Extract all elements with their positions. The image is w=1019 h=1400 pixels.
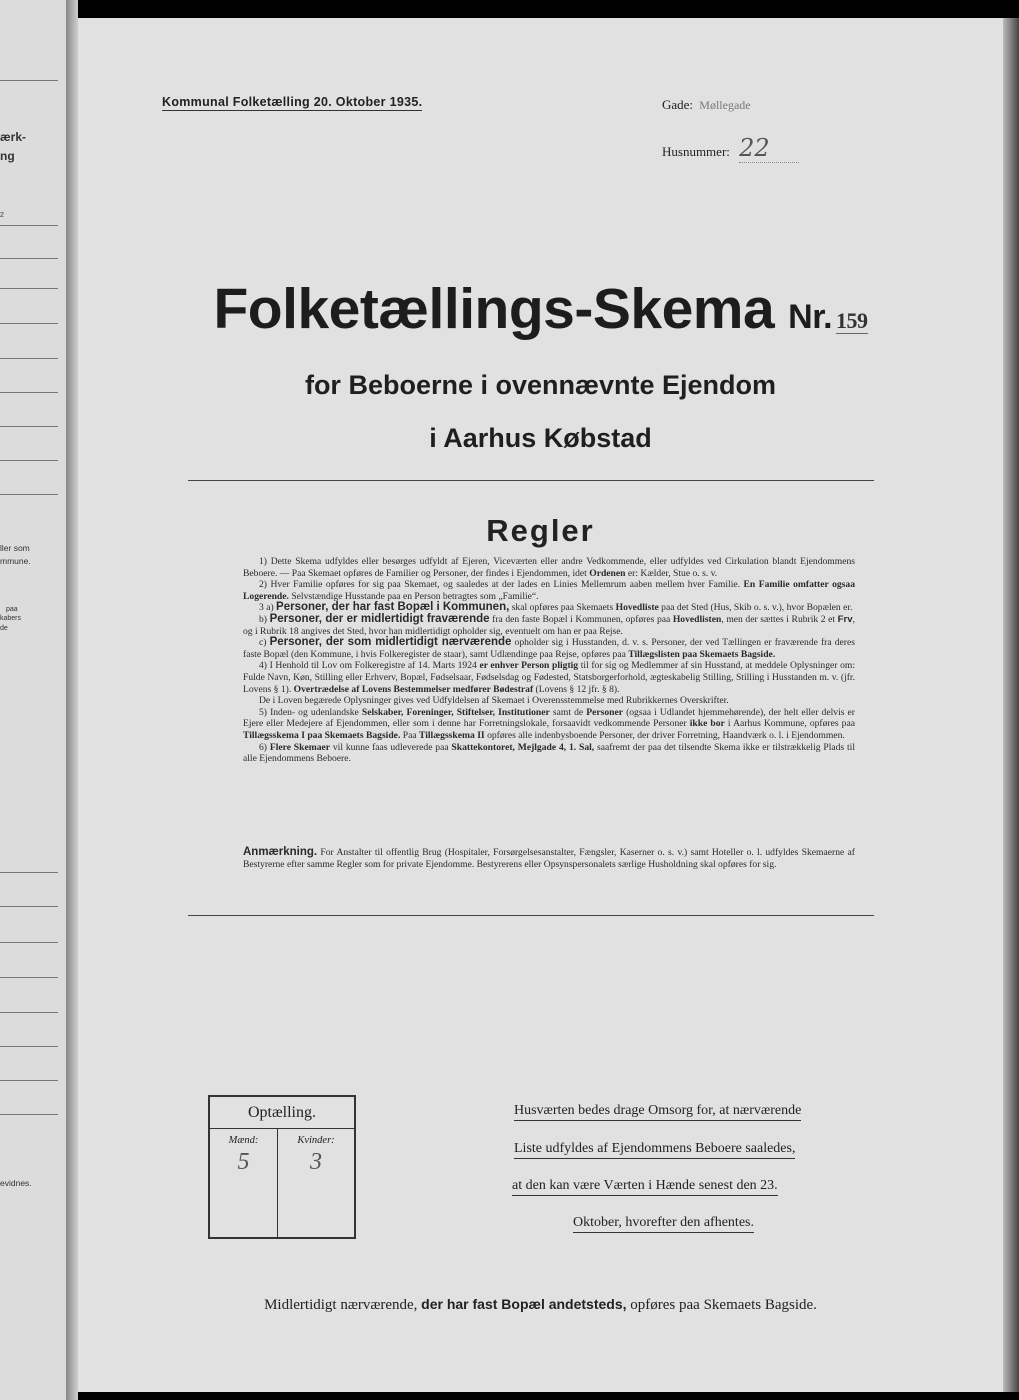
rules-heading: Regler (486, 513, 595, 548)
footer-text: opføres paa Skemaets Bagside. (626, 1297, 817, 1313)
ruled-line (0, 494, 58, 495)
remark-paragraph (243, 847, 855, 870)
rules-text (243, 556, 855, 765)
notice-line: Liste udfyldes af Ejendommens Beboere saaledes, (514, 1141, 795, 1159)
ruled-line (0, 1012, 58, 1013)
ruled-line (0, 942, 58, 943)
fragment-text: ærk- (0, 130, 27, 144)
rule-6: 6) Flere Skemaer vil kunne faas udleverede paa Skattekontoret, Mejlgade 4, 1. Sal, saafremt der paa det tilsendte Skema ikke er tilstrækkelig Plads til alle Ejendommens Beboere. (243, 741, 855, 765)
footer-note (78, 1296, 1003, 1314)
fragment-text: paa (6, 606, 18, 613)
fragment-text: 2 (0, 212, 4, 219)
rule-1: 1) Dette Skema udfyldes eller besørges udfyldt af Ejeren, Viceværten eller andre Vedkommende, eller udfyldes ved Cirkulation blandt Ejendommens Beboere. — Paa Skemaet opføres de Familier og Personer, der findes i Ejendommen, idet Ordenen er: Kælder, Stue o. s. v. (243, 556, 855, 579)
facing-page-edge (0, 0, 68, 1400)
rule-3c: c) Personer, der som midlertidigt nærværende opholder sig i Husstanden, d. v. s. Personer, der ved Tællingen er fraværende fra deres faste Bopæl (den Kommune, i hvis Folkeregister de staar), samt Udlændinge paa Rejse, opføres paa Tillægslisten paa Skemaets Bagside. (243, 636, 855, 660)
fragment-text: kabers (0, 615, 22, 622)
census-form-page (78, 18, 1003, 1392)
divider (188, 915, 874, 916)
book-spine (66, 0, 78, 1400)
men-count: 5 (237, 1149, 250, 1175)
count-box (208, 1095, 356, 1239)
notice-line: at den kan være Værten i Hænde senest den 23. (512, 1178, 778, 1196)
page-edge-shadow (1003, 18, 1019, 1392)
street-field (662, 97, 751, 113)
form-title (78, 276, 1003, 342)
fragment-text: de (0, 625, 8, 632)
house-number-value: 22 (739, 134, 799, 163)
ruled-line (0, 288, 58, 289)
ruled-line (0, 1080, 58, 1081)
rule-4-note: De i Loven begærede Oplysninger gives ved Udfyldelsen af Skemaet i Overensstemmelse med Rubrikkernes Overskrifter. (259, 695, 729, 707)
footer-bold-text: der har fast Bopæl andetsteds, (421, 1296, 627, 1312)
ruled-line (0, 358, 58, 359)
house-number-label: Husnummer: (662, 144, 730, 159)
form-subtitle: for Beboerne i ovennævnte Ejendom (304, 370, 777, 400)
women-label: Kvinder: (297, 1135, 335, 1146)
fragment-text: ller som (0, 543, 30, 553)
ruled-line (0, 1046, 58, 1047)
women-count: 3 (310, 1149, 322, 1175)
rule-5: 5) Inden- og udenlandske Selskaber, Foreninger, Stiftelser, Institutioner samt de Personer (ogsaa i Udlandet hjemmehørende), der helt eller delvis er Ejere eller Medejere af Ejendommen, eller som i denne har Forretningslokale, forsaavidt vedkommende Personer ikke bor i Aarhus Kommune, opføres paa Tillægsskema I paa Skemaets Bagside. Paa Tillægsskema II opføres alle indenbysboende Personer, der driver Forretning, Haandværk o. l. i Ejendommen. (243, 706, 856, 741)
count-box-title: Optælling. (210, 1097, 354, 1129)
ruled-line (0, 225, 58, 226)
remark-label: Anmærkning. (243, 846, 318, 858)
street-label: Gade: (662, 97, 694, 112)
form-title-main: Folketællings-Skema (213, 277, 775, 341)
ruled-line (0, 323, 58, 324)
rule-3b: b) Personer, der er midlertidigt fraværende fra den faste Bopæl i Kommunen, opføres paa Hovedlisten, men der sættes i Rubrik 2 et Frv, og i Rubrik 18 angives det Sted, hvor han midlertidigt opholder sig, eventuelt om han er paa Rejse. (243, 612, 855, 637)
notice-line: Husværten bedes drage Omsorg for, at nærværende (514, 1103, 801, 1121)
street-value: Møllegade (699, 98, 751, 112)
ruled-line (0, 80, 58, 81)
ruled-line (0, 460, 58, 461)
ruled-line (0, 1114, 58, 1115)
house-number-field (662, 134, 799, 163)
rule-2: 2) Hver Familie opføres for sig paa Skemaet, og saaledes at der lades en Linies Mellemrum aaben mellem hver Familie. En Familie omfatter ogsaa Logerende. Selvstændige Husstande paa en Person betragtes som „Familie“. (243, 579, 855, 602)
form-subtitle-city: i Aarhus Købstad (429, 423, 652, 453)
remark-text: For Anstalter til offentlig Brug (Hospitaler, Forsørgelsesanstalter, Fængsler, Kaserner o. s. v.) samt Hoteller o. l. udfyldes Skemaerne af Bestyrerne efter samme Regler som for private Ejendomme. Bestyrerens eller Opsynspersonalets særlige Husholdning skal opføres for sig. (243, 847, 855, 870)
rule-4: 4) I Henhold til Lov om Folkeregistre af 14. Marts 1924 er enhver Person pligtig til for sig og Medlemmer af sin Husstand, at meddele Oplysninger om: Fulde Navn, Køn, Stilling eller Erhverv, Bopæl, Fødselsaar, Fødselsdag og Fødested, Statsborgerforhold, ægteskabelig Stilling, Stilling i Husstanden m. v. (jfr. Lovens § 1). Overtrædelse af Lovens Bestemmelser medfører Bødestraf (Lovens § 12 jfr. § 8). (243, 660, 855, 695)
fragment-text: ng (0, 149, 15, 163)
men-label: Mænd: (228, 1135, 259, 1146)
ruled-line (0, 977, 58, 978)
divider (188, 480, 874, 481)
ruled-line (0, 906, 58, 907)
rule-3a: 3 a) Personer, der har fast Bopæl i Kommunen, skal opføres paa Skemaets Hovedliste paa det Sted (Hus, Skib o. s. v.), hvor Bopælen er. (259, 601, 853, 614)
fragment-text: evidnes. (0, 1178, 32, 1188)
ruled-line (0, 872, 58, 873)
fragment-text: mmune. (0, 556, 31, 566)
ruled-line (0, 258, 58, 259)
ruled-line (0, 392, 58, 393)
notice-line: Oktober, hvorefter den afhentes. (573, 1215, 754, 1233)
footer-text: Midlertidigt nærværende, (264, 1297, 422, 1313)
form-number-value: 159 (836, 308, 868, 333)
form-number-label: Nr. (788, 298, 833, 336)
census-line: Kommunal Folketælling 20. Oktober 1935. (162, 95, 423, 109)
ruled-line (0, 426, 58, 427)
